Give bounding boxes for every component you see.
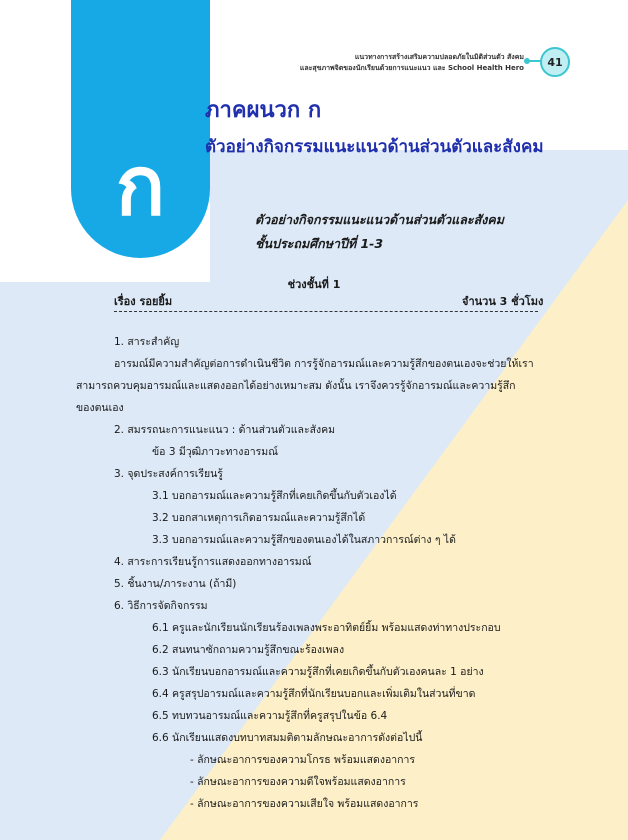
dashed-divider (114, 311, 538, 312)
running-header-line-1: แนวทางการสร้างเสริมความปลอดภัยในมิติส่วนตัว สังคม (354, 53, 524, 61)
list-item: 6.5 ทบทวนอารมณ์และความรู้สึกที่ครูสรุปในข้อ 6.4 (152, 710, 388, 722)
page-number-badge: 41 (540, 47, 570, 77)
sub-list-item: - ลักษณะอาการของความเสียใจ พร้อมแสดงอาการ (190, 798, 419, 810)
list-item: 3.1 บอกอารมณ์และความรู้สึกที่เคยเกิดขึ้นกับตัวเองได้ (152, 490, 397, 502)
activity-heading-line-2: ชั้นประถมศึกษาปีที่ 1-3 (255, 236, 384, 251)
section-2-heading: 2. สมรรถนะการแนะแนว : ด้านส่วนตัวและสังคม (114, 424, 336, 436)
sub-list-item: - ลักษณะอาการของความโกรธ พร้อมแสดงอาการ (190, 754, 416, 766)
duration-label: จำนวน 3 ชั่วโมง (462, 295, 544, 308)
chapter-letter: ก (115, 139, 166, 234)
section-3-heading: 3. จุดประสงค์การเรียนรู้ (114, 468, 223, 480)
list-item: 6.1 ครูและนักเรียนนักเรียนร้องเพลงพระอาทิตย์ยิ้ม พร้อมแสดงท่าทางประกอบ (152, 622, 501, 634)
section-1-heading: 1. สาระสำคัญ (114, 336, 180, 348)
running-header-line-2: และสุขภาพจิตของนักเรียนด้วยการแนะแนว และ School Health Hero (299, 64, 524, 72)
list-item: 3.3 บอกอารมณ์และความรู้สึกของตนเองได้ในสภาวการณ์ต่าง ๆ ได้ (152, 534, 456, 546)
page-subtitle: ตัวอย่างกิจกรรมแนะแนวด้านส่วนตัวและสังคม (205, 137, 544, 157)
section-6-heading: 6. วิธีการจัดกิจกรรม (114, 600, 208, 612)
page-number-dot-icon (524, 58, 530, 64)
section-5-heading: 5. ชิ้นงาน/ภาระงาน (ถ้ามี) (114, 578, 237, 590)
level-label: ช่วงชั้นที่ 1 (287, 278, 341, 291)
body-line: ของตนเอง (76, 402, 124, 414)
running-header (300, 52, 524, 74)
list-item: 3.2 บอกสาเหตุการเกิดอารมณ์และความรู้สึกได้ (152, 512, 366, 524)
activity-heading-line-1: ตัวอย่างกิจกรรมแนะแนวด้านส่วนตัวและสังคม (255, 212, 504, 227)
list-item: 6.2 สนทนาซักถามความรู้สึกขณะร้องเพลง (152, 644, 345, 656)
page-title: ภาคผนวก ก (205, 98, 322, 123)
topic-label: เรื่อง รอยยิ้ม (114, 295, 173, 308)
body-line: อารมณ์มีความสำคัญต่อการดำเนินชีวิต การรู้จักอารมณ์และความรู้สึกของตนเองจะช่วยให้เรา (114, 358, 534, 370)
list-item: 6.3 นักเรียนบอกอารมณ์และความรู้สึกที่เคยเกิดขึ้นกับตัวเองคนละ 1 อย่าง (152, 666, 484, 678)
sub-list-item: - ลักษณะอาการของความดีใจพร้อมแสดงอาการ (190, 776, 406, 788)
list-item: ข้อ 3 มีวุฒิภาวะทางอารมณ์ (152, 446, 278, 458)
body-line: สามารถควบคุมอารมณ์และแสดงออกได้อย่างเหมาะสม ดังนั้น เราจึงควรรู้จักอารมณ์และความรู้สึก (76, 380, 516, 392)
list-item: 6.6 นักเรียนแสดงบทบาทสมมติตามลักษณะอาการดังต่อไปนี้ (152, 732, 423, 744)
activity-heading (255, 208, 504, 256)
section-4-heading: 4. สาระการเรียนรู้การแสดงออกทางอารมณ์ (114, 556, 312, 568)
list-item: 6.4 ครูสรุปอารมณ์และความรู้สึกที่นักเรียนบอกและเพิ่มเติมในส่วนที่ขาด (152, 688, 476, 700)
